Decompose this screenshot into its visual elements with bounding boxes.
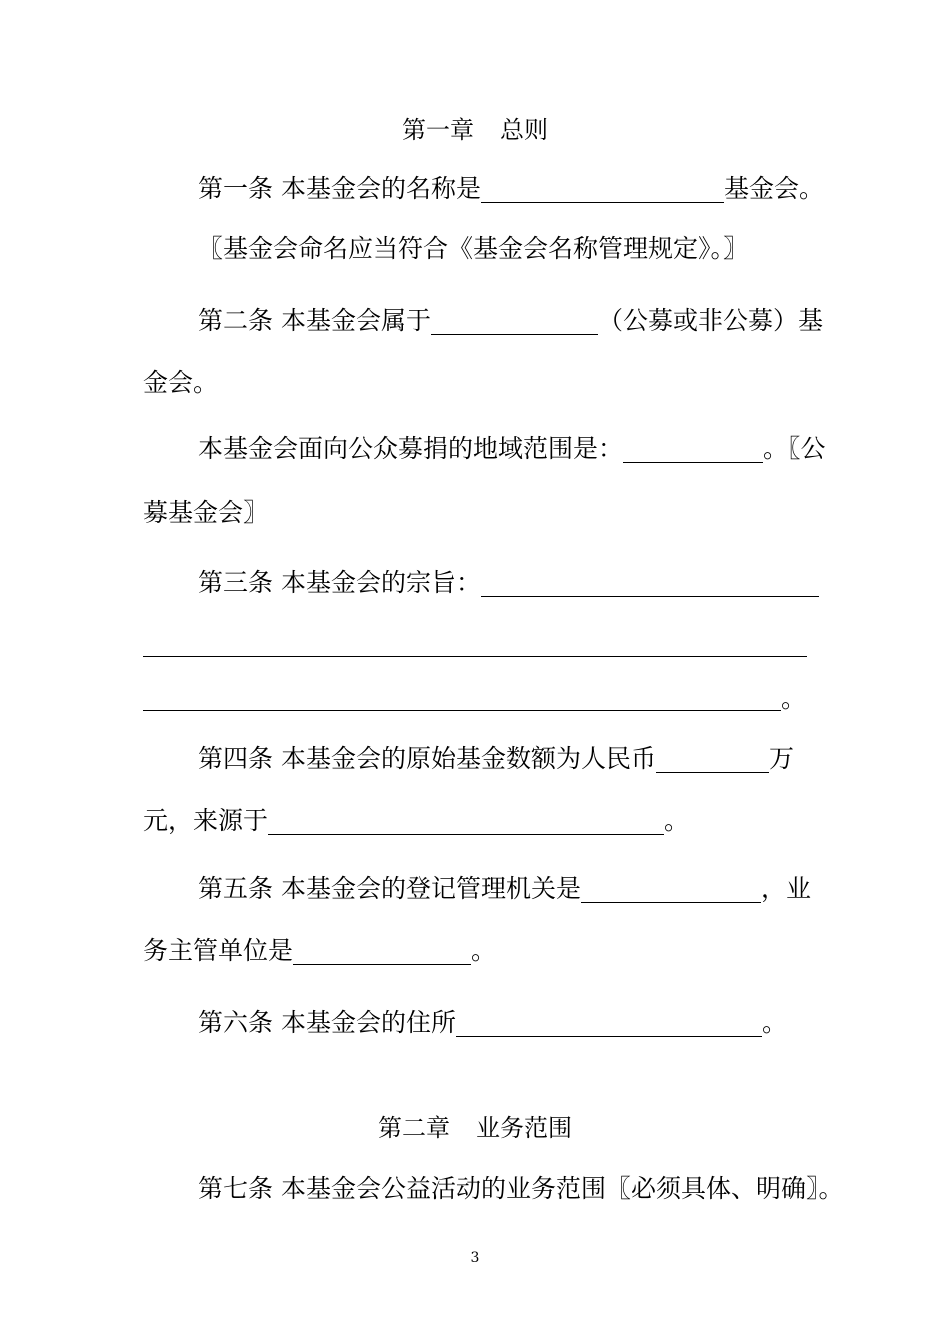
article-4-tail: 万 xyxy=(768,744,794,773)
source-lead: 元，来源于 xyxy=(143,806,269,835)
source-blank[interactable] xyxy=(268,810,664,835)
article-4-line2 xyxy=(143,804,689,838)
article-5-line2 xyxy=(143,934,496,968)
supervisor-blank[interactable] xyxy=(293,940,471,965)
chapter-1-heading xyxy=(0,110,950,145)
article-1-lead: 第一条 本基金会的名称是 xyxy=(198,174,481,203)
article-2-line2: 金会。 xyxy=(143,368,219,397)
region-lead: 本基金会面向公众募捐的地域范围是： xyxy=(198,434,624,463)
article-2 xyxy=(198,304,823,338)
fund-type-blank[interactable] xyxy=(431,310,598,335)
source-end: 。 xyxy=(664,806,690,835)
region-blank[interactable] xyxy=(623,438,763,463)
article-7: 第七条 本基金会公益活动的业务范围〖必须具体、明确〗。 xyxy=(198,1174,844,1203)
amount-blank[interactable] xyxy=(656,748,769,773)
registration-authority-blank[interactable] xyxy=(581,878,761,903)
article-5-lead: 第五条 本基金会的登记管理机关是 xyxy=(198,874,581,903)
article-6-lead: 第六条 本基金会的住所 xyxy=(198,1008,456,1037)
article-4-lead: 第四条 本基金会的原始基金数额为人民币 xyxy=(198,744,656,773)
article-6 xyxy=(198,1006,787,1040)
article-2-region xyxy=(198,432,826,466)
supervisor-lead: 务主管单位是 xyxy=(143,936,294,965)
article-2-lead: 第二条 本基金会属于 xyxy=(198,306,431,335)
address-blank[interactable] xyxy=(456,1012,762,1037)
chapter-2-number: 第二章 xyxy=(378,1114,450,1142)
article-2-tail: （公募或非公募）基 xyxy=(597,306,823,335)
purpose-blank-2[interactable] xyxy=(143,656,807,657)
article-3 xyxy=(198,566,819,600)
article-1 xyxy=(198,172,824,206)
article-3-lead: 第三条 本基金会的宗旨： xyxy=(198,568,481,597)
name-blank[interactable] xyxy=(481,178,724,203)
chapter-1-number: 第一章 xyxy=(402,116,474,144)
purpose-blank-3[interactable] xyxy=(143,710,781,711)
chapter-1-title: 总则 xyxy=(500,116,548,144)
article-5 xyxy=(198,872,811,906)
region-tail: 。〖公 xyxy=(763,434,826,463)
article-1-tail: 基金会。 xyxy=(723,174,824,203)
article-6-end: 。 xyxy=(761,1008,787,1037)
article-2-region-line2: 募基金会〗 xyxy=(143,498,269,527)
article-1-note: 〖基金会命名应当符合《基金会名称管理规定》。〗 xyxy=(198,234,749,263)
chapter-2-title: 业务范围 xyxy=(476,1114,572,1142)
article-4 xyxy=(198,742,794,776)
supervisor-end: 。 xyxy=(471,936,497,965)
article-3-end: 。 xyxy=(781,684,807,713)
page-number: 3 xyxy=(470,1250,480,1266)
article-5-tail: ，业 xyxy=(760,874,811,903)
purpose-blank-1[interactable] xyxy=(481,572,819,597)
chapter-2-heading xyxy=(0,1108,950,1143)
